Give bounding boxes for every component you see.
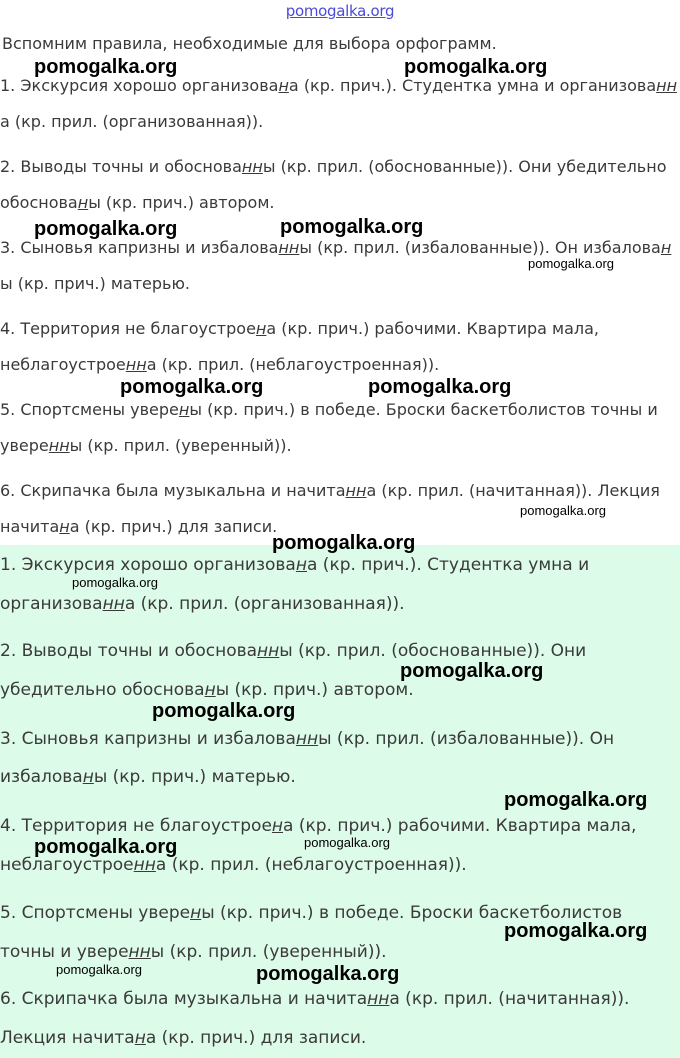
rule-line-9 bbox=[0, 400, 658, 420]
text-segment: 6. Скрипачка была музыкальна и начита bbox=[0, 481, 346, 500]
watermark: pomogalka.org bbox=[404, 56, 548, 78]
highlighted-letters: н bbox=[204, 680, 216, 700]
answer-line-12 bbox=[0, 1028, 366, 1048]
text-segment: а (кр. прич.) рабочими. Квартира мала, bbox=[266, 319, 600, 338]
text-segment: неблагоустрое bbox=[0, 855, 134, 875]
highlighted-letters: н bbox=[82, 767, 94, 787]
highlighted-letters: н bbox=[660, 238, 672, 257]
rule-line-5 bbox=[0, 238, 671, 258]
text-segment: обоснова bbox=[0, 193, 78, 212]
text-segment: а (кр. прил. (организованная)). bbox=[0, 112, 264, 131]
text-segment: ы (кр. прил. (уверенный)). bbox=[150, 942, 387, 962]
text-segment: а (кр. прил. (организованная)). bbox=[124, 594, 405, 614]
rule-line-10 bbox=[0, 436, 292, 456]
watermark: pomogalka.org bbox=[504, 920, 648, 942]
highlighted-letters: н bbox=[295, 555, 307, 575]
text-segment: ы (кр. прич.) матерью. bbox=[0, 274, 191, 293]
text-segment: а (кр. прич.) для записи. bbox=[145, 1028, 367, 1048]
text-segment: а (кр. прич.). Студентка умна и bbox=[306, 555, 590, 575]
text-segment: ы (кр. прил. (уверенный)). bbox=[69, 436, 292, 455]
text-segment: 6. Скрипачка была музыкальна и начита bbox=[0, 989, 368, 1009]
highlighted-letters: н bbox=[134, 1028, 146, 1048]
highlighted-letters: нн bbox=[367, 989, 390, 1009]
watermark: pomogalka.org bbox=[368, 376, 512, 398]
rule-line-8 bbox=[0, 355, 439, 375]
answer-line-6 bbox=[0, 767, 296, 787]
watermark: pomogalka.org bbox=[256, 963, 400, 985]
highlighted-letters: нн bbox=[295, 729, 319, 749]
text-segment: убедительно обоснова bbox=[0, 680, 205, 700]
highlighted-letters: нн bbox=[102, 594, 125, 614]
watermark: pomogalka.org bbox=[34, 218, 178, 240]
rule-line-6 bbox=[0, 274, 190, 294]
watermark: pomogalka.org bbox=[528, 256, 614, 271]
highlighted-letters: н bbox=[278, 76, 289, 95]
intro-text: Вспомним правила, необходимые для выбора орфограмм. bbox=[2, 34, 497, 53]
watermark: pomogalka.org bbox=[72, 575, 158, 590]
watermark: pomogalka.org bbox=[520, 503, 606, 518]
text-segment: ы (кр. прил. (обоснованные)). Они убедительно bbox=[262, 157, 667, 176]
watermark: pomogalka.org bbox=[304, 835, 390, 850]
highlighted-letters: н bbox=[271, 816, 284, 836]
highlighted-letters: нн bbox=[257, 641, 280, 661]
watermark: pomogalka.org bbox=[272, 532, 416, 554]
text-segment: 3. Сыновья капризны и избалова bbox=[0, 238, 279, 257]
text-segment: ы (кр. прич.) матерью. bbox=[93, 767, 296, 787]
watermark: pomogalka.org bbox=[34, 836, 178, 858]
text-segment: 1. Экскурсия хорошо организова bbox=[0, 76, 279, 95]
highlighted-letters: н bbox=[190, 903, 202, 923]
answer-line-3 bbox=[0, 641, 586, 661]
text-segment: ы (кр. прич.) в победе. Броски баскетболистов точны и bbox=[189, 400, 658, 419]
rule-line-12 bbox=[0, 517, 277, 537]
highlighted-letters: н bbox=[77, 193, 89, 212]
watermark: pomogalka.org bbox=[400, 660, 544, 682]
text-segment: избалова bbox=[0, 767, 83, 787]
answer-line-1 bbox=[0, 555, 589, 575]
text-segment: 2. Выводы точны и обоснова bbox=[0, 157, 242, 176]
text-segment: а (кр. прил. (неблагоустроенная)). bbox=[155, 855, 467, 875]
text-segment: а (кр. прич.) рабочими. Квартира мала, bbox=[283, 816, 637, 836]
text-segment: ы (кр. прил. (избалованные)). Он bbox=[318, 729, 615, 749]
text-segment: 4. Территория не благоустрое bbox=[0, 319, 256, 338]
text-segment: организова bbox=[0, 594, 103, 614]
text-segment: а (кр. прил. (начитанная)). Лекция bbox=[366, 481, 660, 500]
rule-line-7 bbox=[0, 319, 599, 339]
highlighted-letters: нн bbox=[345, 481, 367, 500]
text-segment: ы (кр. прич.) в победе. Броски баскетболистов bbox=[201, 903, 623, 923]
text-segment: 5. Спортсмены увере bbox=[0, 400, 179, 419]
text-segment: 5. Спортсмены увере bbox=[0, 903, 191, 923]
highlighted-letters: н bbox=[255, 319, 267, 338]
rule-line-3 bbox=[0, 157, 666, 177]
answer-line-2 bbox=[0, 594, 405, 614]
watermark: pomogalka.org bbox=[56, 962, 142, 977]
text-segment: ы (кр. прил. (обоснованные)). Они bbox=[279, 641, 587, 661]
watermark: pomogalka.org bbox=[120, 376, 264, 398]
rule-line-1 bbox=[0, 76, 677, 96]
text-segment: точны и увере bbox=[0, 942, 129, 962]
text-segment: Лекция начита bbox=[0, 1028, 135, 1048]
text-segment: 2. Выводы точны и обоснова bbox=[0, 641, 258, 661]
text-segment: а (кр. прил. (начитанная)). bbox=[389, 989, 630, 1009]
watermark: pomogalka.org bbox=[34, 56, 178, 78]
rule-line-11 bbox=[0, 481, 660, 501]
highlighted-letters: нн bbox=[278, 238, 300, 257]
text-segment: а (кр. прич.). Студентка умна и организова bbox=[288, 76, 657, 95]
text-segment: а (кр. прил. (неблагоустроенная)). bbox=[146, 355, 440, 374]
watermark: pomogalka.org bbox=[280, 216, 424, 238]
answer-line-7 bbox=[0, 816, 636, 836]
highlighted-letters: нн bbox=[125, 355, 147, 374]
highlighted-letters: нн bbox=[656, 76, 678, 95]
text-segment: ы (кр. прич.) автором. bbox=[215, 680, 414, 700]
answer-line-10 bbox=[0, 942, 387, 962]
text-segment: ы (кр. прил. (избалованные)). Он избалова bbox=[299, 238, 661, 257]
answer-line-11 bbox=[0, 989, 629, 1009]
header-watermark: pomogalka.org bbox=[285, 2, 395, 20]
answer-line-5 bbox=[0, 729, 614, 749]
text-segment: 1. Экскурсия хорошо организова bbox=[0, 555, 296, 575]
highlighted-letters: нн bbox=[133, 855, 156, 875]
highlighted-letters: н bbox=[59, 517, 70, 536]
text-segment: ы (кр. прич.) автором. bbox=[88, 193, 275, 212]
highlighted-letters: нн bbox=[48, 436, 70, 455]
watermark: pomogalka.org bbox=[504, 789, 648, 811]
highlighted-letters: н bbox=[178, 400, 190, 419]
text-segment: начита bbox=[0, 517, 60, 536]
text-segment: 4. Территория не благоустрое bbox=[0, 816, 272, 836]
answer-line-4 bbox=[0, 680, 414, 700]
text-segment: а (кр. прич.) для записи. bbox=[69, 517, 278, 536]
rule-line-4 bbox=[0, 193, 274, 213]
text-segment: увере bbox=[0, 436, 49, 455]
watermark: pomogalka.org bbox=[152, 700, 296, 722]
text-segment: 3. Сыновья капризны и избалова bbox=[0, 729, 296, 749]
highlighted-letters: нн bbox=[241, 157, 263, 176]
highlighted-letters: нн bbox=[128, 942, 151, 962]
text-segment: неблагоустрое bbox=[0, 355, 126, 374]
rule-line-2 bbox=[0, 112, 263, 132]
